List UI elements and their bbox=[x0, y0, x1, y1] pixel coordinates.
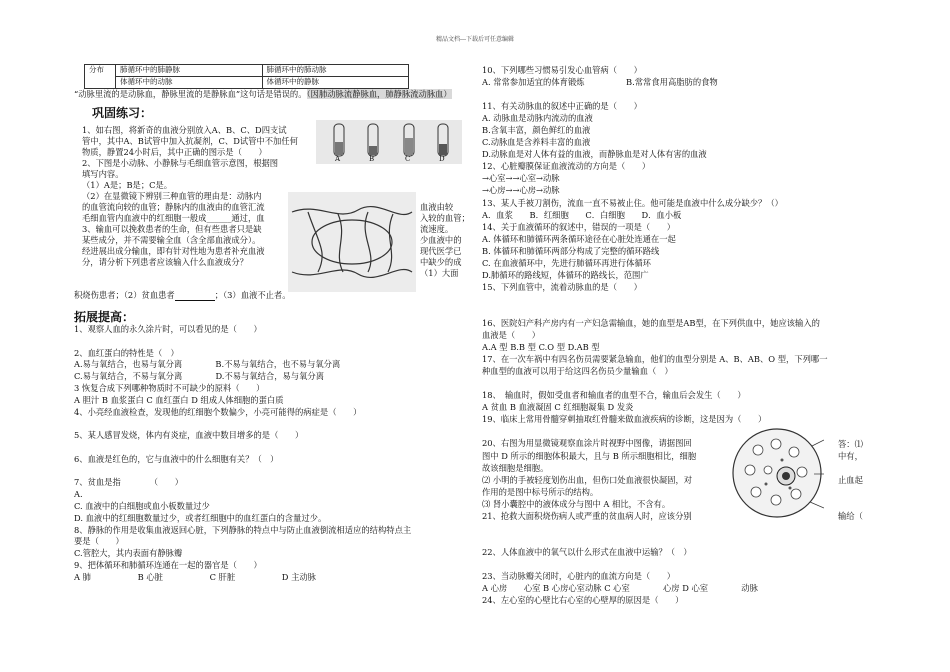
section1-last-line: 积烧伤患者；（2）贫血患者 ；（3）血液不止者。 bbox=[74, 290, 291, 300]
page-header: 精品文档---下载后可任意编辑 bbox=[435, 36, 515, 43]
table-cell: 肺循环中的肺动脉 bbox=[262, 65, 409, 77]
section-title-consolidate: 巩固练习： bbox=[92, 106, 153, 120]
table-label: 分布 bbox=[85, 65, 116, 89]
section1-right-fragments: 血液由较 入较的血管； 流速度。 少血液中的 现代医学已 中缺少的成 （1）大面 bbox=[420, 202, 470, 278]
section-title-extension: 拓展提高： bbox=[74, 310, 135, 324]
blood-smear-figure bbox=[730, 426, 824, 520]
right-column-lines: 10、下列哪些习惯易引发心血管病（ ） A. 常常参加适宜的体育锻炼 B.常常食用高脂肪的食物 11、有关动脉血的叙述中正确的是（ ） A. 动脉血是动脉内流动的血液 B.含氧丰富，颜色鲜红的血液 C.动脉血是含养料丰富的血液 D.动脉血是对人体有益的血液，而静脉血是对人体有害的血液 12、心脏瓣膜保证血液流动的方向是（ ） →心室→→心室→动脉 →心房→→心房→动脉 13、某人手被刀割伤，流血一直不易被止住。他可能是血液中什么成分缺少？（） A．血浆 B．红细胞 C．白细胞 D．血小板 14、关于血液循环的叙述中，错误的一项是（ ） A. 体循环和肺循环两条循环途径在心脏处连通在一起 B. 体循环和肺循环两部分构成了完整的循环路线 C. 在血液循环中，先进行肺循环再进行体循环 D.肺循环的路线短，体循环的路线长，范围广 15、下列血管中，流着动脉血的是（ ） 16、医院妇产科产房内有一产妇急需输血，她的血型是AB型，在下列供血中，她应该输入的 血液是（ ） A.A 型 B.B 型 C.O 型 D.AB 型 17、在一次车祸中有四名伤员需要紧急输血，他们的血型分别是 A、B、AB、O 型，下列哪一 种血型的血液可以用于给这四名伤员少量输血（ ） 18、 输血时，假如受血者和输血者的血型不合，输血后会发生（ ） A 贫血 B 血液凝固 C 红细胞凝集 D 发炎 19、临床上常用骨髓穿刺抽取红骨髓来做血液疾病的诊断，这是因为（ ） 20、右图为用显微镜观察血涂片时视野中图像，请据图回 图中 D 所示的细胞体积最大，且与 B 所示细胞相比，细胞 故该细胞是细胞。 ⑵ 小明的手被轻度划伤出血，但伤口处血液很快凝固，对 作用的是图中标号所示的结构。 ⑶ 肾小囊腔中的液体成分与图中 A 相比，不含有。 21、抢救大面积烧伤病人或严重的贫血病人时，应该分别 22、人体血液中的氧气以什么形式在血液中运输？（ ） 23、当动脉瓣关闭时，心脏内的血流方向是（ ） A 心房 心室 B 心房心室动脉 C 心室 心房 D 心室 动脉 24、左心室的心壁比右心室的心壁厚的原因是（ ） bbox=[482, 65, 828, 606]
table-cell: 肺循环中的肺静脉 bbox=[116, 65, 263, 77]
section1-lines: 1、如右图，将新奇的血液分别放入A、B、C、D四支试 管中，其中A、B试管中加入抗凝剂，C、D试管中不加任何 物质，静置24小时后，其中正确的图示是（ ） 2、下图是小动脉、小静脉与毛细血管示意图，根据图 填写内容。 （1）A是；B是；C是。 （2）在显微镜下辨别三种血管的理由是：动脉内 的血管流向较的血管；静脉内的血液由的血管汇流 毛细血管内血液中的红细胞一般成______通过，血 3、输血可以挽救患者的生命，但有些患者只是缺 某些成分，并不需要输全血（含全部血液成分）。 经进展出成分输血，即有针对性地为患者补充血液 分，请分析下列患者应该输入什么血液成分？ bbox=[82, 125, 298, 267]
table-cell: 体循环中的静脉 bbox=[262, 77, 409, 89]
q20-right-fragments: 答：⑴ 中有， 止血起 输给（ bbox=[838, 439, 863, 522]
fig-label: D bbox=[439, 155, 445, 163]
test-tube-figure bbox=[316, 120, 462, 164]
fig-label: B bbox=[369, 155, 375, 163]
fig-label: C bbox=[405, 155, 411, 163]
distribution-table bbox=[84, 64, 409, 89]
capillary-figure bbox=[288, 192, 416, 292]
table-cell: 体循环中的动脉 bbox=[116, 77, 263, 89]
fig-label: A bbox=[335, 155, 341, 163]
intro-note: “动脉里流的是动脉血，静脉里流的是静脉血”这句话是错误的。（因肺动脉流静脉血，肺静脉流动脉血） bbox=[74, 89, 452, 99]
section2-lines: 1、观察人血的永久涂片时，可以看见的是（ ） 2、血红蛋白的特性是（ ） A.易与氧结合，也易与氧分离 B.不易与氧结合，也不易与氧分离 C.易与氧结合，不易与氧分离 D.不易与氧结合，易与氧分离 3 恢复合成下列哪种物质时不可缺少的原料（ ） A 胆汁 B 血浆蛋白 C 血红蛋白 D 组成人体细胞的蛋白质 4、小亮经血液检查，发现他的红细胞个数偏少，小亮可能得的病症是（ ） 5、某人感冒发烧，体内有炎症，血液中数目增多的是（ ） 6、血液是红色的，它与血液中的什么细胞有关？（ ） 7、贫血是指 （ ） A. C. 血液中的白细胞或血小板数量过少 D. 血液中的红细胞数量过少，或者红细胞中的血红蛋白的含量过少。 8、静脉的作用是收集血液返回心脏，下列静脉的特点中与防止血液倒流相适应的结构特点主 要是（ ） C.管腔大，其内表面有静脉瓣 9、把体循环和肺循环连通在一起的器官是（ ） A 肺 B 心脏 C 肝脏 D 主动脉 bbox=[74, 324, 412, 582]
